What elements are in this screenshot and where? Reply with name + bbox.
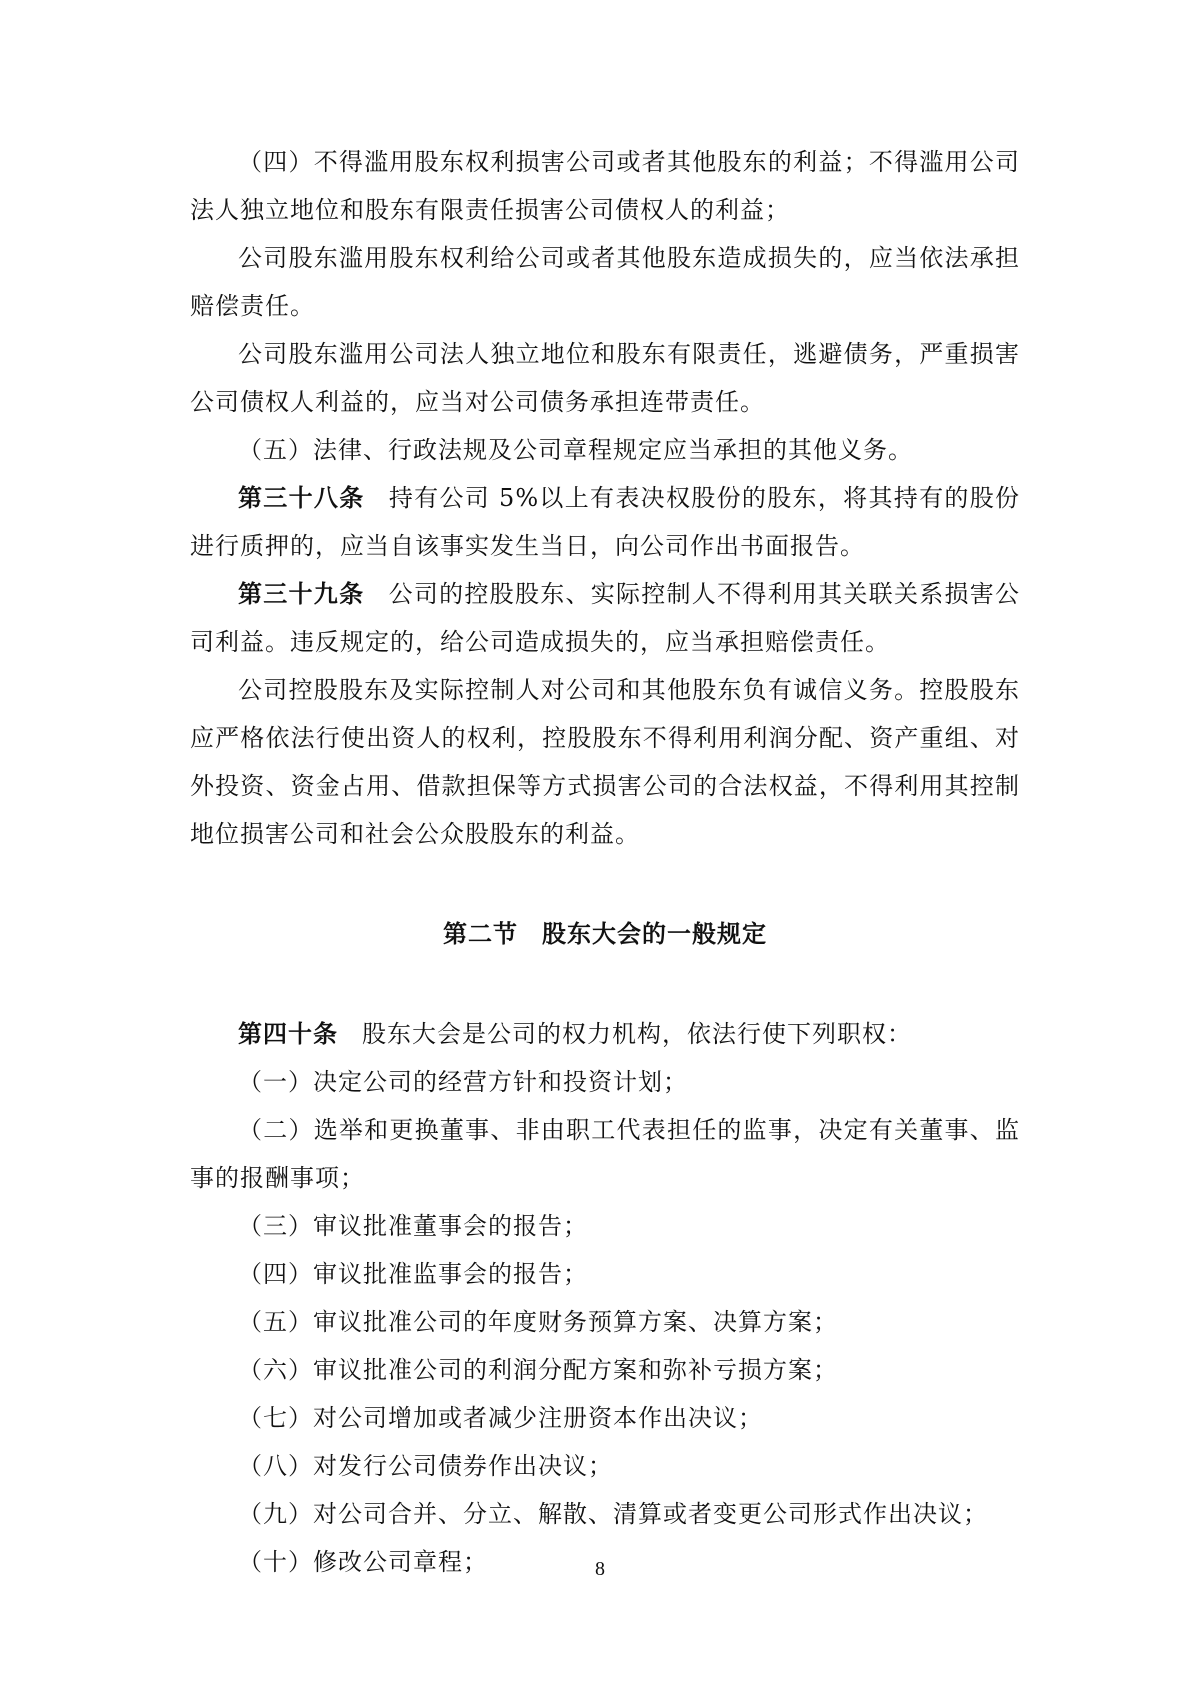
article-40-label: 第四十条: [238, 1019, 338, 1048]
article-39: [190, 570, 1020, 666]
article-39-paragraph-2: 公司控股股东及实际控制人对公司和其他股东负有诚信义务。控股股东应严格依法行使出资人的权利，控股股东不得利用利润分配、资产重组、对外投资、资金占用、借款担保等方式损害公司的合法权益，不得利用其控制地位损害公司和社会公众股股东的利益。: [190, 676, 1020, 848]
section-label: 第二节: [443, 919, 518, 948]
section-heading: [190, 910, 1020, 958]
article-40-text: 股东大会是公司的权力机构，依法行使下列职权：: [362, 1020, 912, 1048]
article-39-label: 第三十九条: [238, 579, 365, 608]
article-38: [190, 474, 1020, 570]
list-item: （五）审议批准公司的年度财务预算方案、决算方案；: [238, 1308, 838, 1336]
list-item: （二）选举和更换董事、非由职工代表担任的监事，决定有关董事、监事的报酬事项；: [190, 1116, 1020, 1192]
article-38-label: 第三十八条: [238, 483, 365, 512]
paragraph-shareholder-duty-5: （五）法律、行政法规及公司章程规定应当承担的其他义务。: [238, 436, 913, 464]
page-body: [190, 138, 1020, 1586]
paragraph-joint-liability: 公司股东滥用公司法人独立地位和股东有限责任，逃避债务，严重损害公司债权人利益的，应当对公司债务承担连带责任。: [190, 340, 1020, 416]
list-item: （六）审议批准公司的利润分配方案和弥补亏损方案；: [238, 1356, 838, 1384]
paragraph-shareholder-duty-4: （四）不得滥用股东权利损害公司或者其他股东的利益；不得滥用公司法人独立地位和股东有限责任损害公司债权人的利益；: [190, 148, 1020, 224]
article-39-text: 公司的控股股东、实际控制人不得利用其关联关系损害公司利益。违反规定的，给公司造成损失的，应当承担赔偿责任。: [190, 580, 1021, 656]
article-38-text: 持有公司 5%以上有表决权股份的股东，将其持有的股份进行质押的，应当自该事实发生当日，向公司作出书面报告。: [190, 484, 1021, 560]
list-item: （八）对发行公司债券作出决议；: [238, 1452, 613, 1480]
list-item: （九）对公司合并、分立、解散、清算或者变更公司形式作出决议；: [238, 1500, 988, 1528]
list-item: （三）审议批准董事会的报告；: [238, 1212, 588, 1240]
paragraph-abuse-liability: 公司股东滥用股东权利给公司或者其他股东造成损失的，应当依法承担赔偿责任。: [190, 244, 1020, 320]
article-40: [190, 1010, 1020, 1058]
list-item: （七）对公司增加或者减少注册资本作出决议；: [238, 1404, 763, 1432]
list-item: （四）审议批准监事会的报告；: [238, 1260, 588, 1288]
page-number: 8: [595, 1558, 605, 1580]
list-item: （十）修改公司章程；: [238, 1548, 488, 1576]
section-title: 股东大会的一般规定: [542, 919, 767, 948]
list-item: （一）决定公司的经营方针和投资计划；: [238, 1068, 688, 1096]
